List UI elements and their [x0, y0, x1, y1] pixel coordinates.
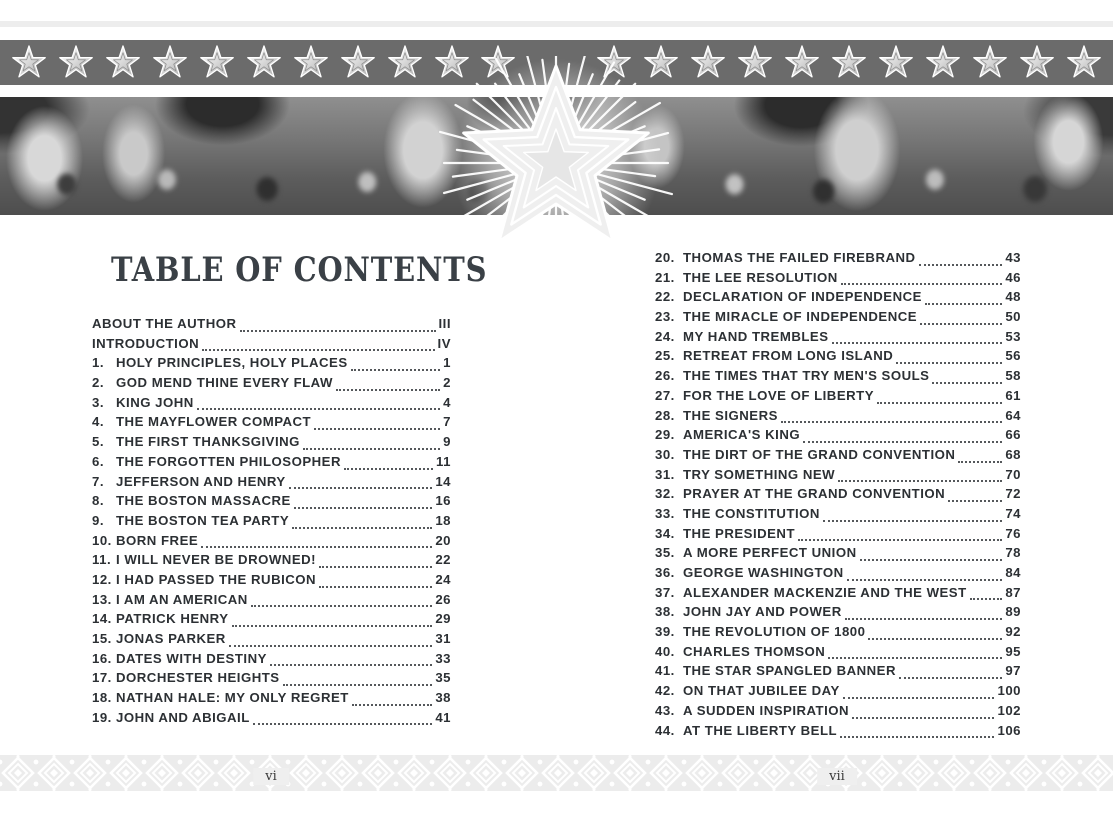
toc-entry-page: 58 [1005, 368, 1021, 384]
toc-entry-page: 68 [1005, 446, 1021, 462]
toc-entry-number: 20. [655, 250, 675, 265]
greek-key-motif [540, 755, 576, 791]
toc-entry-title: THE STAR SPANGLED BANNER [683, 663, 896, 679]
greek-key-motif [720, 755, 756, 791]
toc-entry [655, 270, 1021, 290]
toc-entry-page: 48 [1005, 289, 1021, 305]
toc-entry-number: 7. [92, 473, 104, 489]
toc-entry [92, 592, 451, 612]
toc-entry [92, 474, 451, 494]
toc-entry [655, 447, 1021, 467]
toc-entry-number: 14. [92, 611, 112, 627]
toc-entry-number: 19. [92, 709, 112, 725]
toc-entry [655, 703, 1021, 723]
toc-entry-page: IV [437, 335, 451, 351]
dotted-leader [798, 539, 1002, 541]
star-icon [831, 45, 867, 81]
star-icon [199, 45, 235, 81]
toc-entry [92, 454, 451, 474]
star-icon [293, 45, 329, 81]
sunburst-star-icon [426, 56, 686, 270]
toc-entry-page: 72 [1005, 486, 1021, 502]
greek-key-motif [900, 755, 936, 791]
toc-entry [655, 644, 1021, 664]
toc-entry-number: 11. [92, 552, 112, 568]
toc-entry [92, 572, 451, 592]
toc-entry-title: THE SIGNERS [683, 407, 778, 423]
toc-entry-page: 50 [1005, 309, 1021, 325]
dotted-leader [270, 664, 432, 666]
toc-entry [655, 408, 1021, 428]
dotted-leader [336, 389, 440, 391]
dotted-leader [845, 618, 1003, 620]
toc-entry-title: JOHN JAY AND POWER [683, 604, 842, 620]
toc-entry-page: 46 [1005, 269, 1021, 285]
greek-key-motif [684, 755, 720, 791]
toc-entry [92, 670, 451, 690]
dotted-leader [344, 468, 433, 470]
dotted-leader [319, 566, 432, 568]
toc-entry [655, 467, 1021, 487]
toc-entry-page: 35 [435, 670, 451, 686]
dotted-leader [838, 480, 1002, 482]
greek-key-motif [936, 755, 972, 791]
dotted-leader [948, 500, 1002, 502]
toc-entry-title: THE REVOLUTION OF 1800 [683, 624, 866, 640]
dotted-leader [958, 461, 1002, 463]
star-icon [152, 45, 188, 81]
dotted-leader [351, 369, 441, 371]
dotted-leader [925, 303, 1002, 305]
toc-entry [92, 690, 451, 710]
dotted-leader [860, 559, 1003, 561]
greek-key-motif [1044, 755, 1080, 791]
toc-entry-page: 7 [443, 414, 451, 430]
toc-entry-number: 1. [92, 355, 104, 371]
toc-entry-number: 5. [92, 434, 104, 450]
toc-entry-page: 53 [1005, 328, 1021, 344]
toc-entry-title: GOD MEND THINE EVERY FLAW [116, 375, 333, 391]
dotted-leader [251, 605, 433, 607]
star-icon [972, 45, 1008, 81]
toc-entry [655, 368, 1021, 388]
page-title: TABLE OF CONTENTS [111, 250, 488, 290]
greek-key-motif [288, 755, 324, 791]
toc-entry [92, 355, 451, 375]
dotted-leader [920, 323, 1002, 325]
dotted-leader [303, 448, 440, 450]
toc-entry [655, 624, 1021, 644]
toc-entry-page: 2 [443, 375, 451, 391]
toc-entry-title: JOHN AND ABIGAIL [116, 709, 250, 725]
toc-entry-number: 30. [655, 446, 675, 462]
toc-entry-title: GEORGE WASHINGTON [683, 565, 844, 580]
toc-entry-number: 25. [655, 348, 675, 364]
toc-entry-page: 84 [1005, 565, 1021, 580]
toc-entry-title: TRY SOMETHING NEW [683, 466, 836, 482]
toc-entry-number: 32. [655, 486, 675, 502]
dotted-leader [352, 704, 433, 706]
toc-entry-number: 37. [655, 584, 675, 600]
toc-entry-page: 76 [1005, 525, 1021, 541]
toc-entry-title: THE DIRT OF THE GRAND CONVENTION [683, 446, 956, 462]
star-icon [246, 45, 282, 81]
greek-key-motif [504, 755, 540, 791]
greek-key-motif [756, 755, 792, 791]
dotted-leader [868, 638, 1002, 640]
toc-entry-page: 97 [1005, 663, 1021, 679]
toc-entry [655, 526, 1021, 546]
greek-key-motif [1008, 755, 1044, 791]
toc-entry-number: 3. [92, 394, 104, 410]
toc-entry-title: THE CONSTITUTION [683, 505, 820, 521]
dotted-leader [843, 697, 995, 699]
toc-entry [92, 493, 451, 513]
dotted-leader [823, 520, 1002, 522]
dotted-leader [292, 527, 432, 529]
toc-entry-number: 2. [92, 375, 104, 391]
dotted-leader [841, 283, 1003, 285]
toc-entry-title: MY HAND TREMBLES [683, 328, 829, 344]
toc-entry-page: 92 [1005, 624, 1021, 640]
dotted-leader [314, 428, 440, 430]
toc-entry-title: FOR THE LOVE OF LIBERTY [683, 387, 874, 403]
toc-entry-page: 24 [435, 571, 451, 587]
toc-entry-page: 14 [435, 473, 451, 489]
toc-entry-title: BORN FREE [116, 532, 199, 548]
dotted-leader [828, 657, 1002, 659]
toc-entry [655, 585, 1021, 605]
toc-entry-title: DATES WITH DESTINY [116, 650, 267, 666]
greek-key-motif [468, 755, 504, 791]
toc-entry-page: 102 [997, 702, 1021, 718]
dotted-leader [832, 342, 1003, 344]
greek-key-motif [108, 755, 144, 791]
toc-entry-title: RETREAT FROM LONG ISLAND [683, 348, 894, 364]
toc-entry-page: 1 [443, 355, 451, 371]
toc-entry-number: 43. [655, 702, 675, 718]
greek-key-motif [648, 755, 684, 791]
toc-entry [92, 533, 451, 553]
toc-entry-title: DORCHESTER HEIGHTS [116, 670, 280, 686]
toc-entry [92, 434, 451, 454]
dotted-leader [319, 586, 432, 588]
toc-entry-page: 22 [435, 552, 451, 568]
toc-entry [655, 486, 1021, 506]
toc-entry-title: CHARLES THOMSON [683, 643, 826, 659]
dotted-leader [202, 349, 434, 351]
toc-entry-title: JEFFERSON AND HENRY [116, 473, 286, 489]
greek-key-motif [864, 755, 900, 791]
toc-entry-page: 70 [1005, 466, 1021, 482]
toc-entry [655, 565, 1021, 585]
dotted-leader [896, 362, 1002, 364]
toc-entry-page: 74 [1005, 505, 1021, 521]
toc-entry [655, 723, 1021, 743]
toc-entry-title: THOMAS THE FAILED FIREBRAND [683, 250, 916, 265]
greek-key-motif [576, 755, 612, 791]
toc-entry-title: KING JOHN [116, 394, 194, 410]
toc-entry-number: 38. [655, 604, 675, 620]
toc-entry [655, 506, 1021, 526]
greek-key-motif [72, 755, 108, 791]
toc-column-left [92, 316, 451, 729]
toc-entry-number: 40. [655, 643, 675, 659]
toc-entry-number: 27. [655, 387, 675, 403]
toc-entry-number: 22. [655, 289, 675, 305]
toc-entry-page: 66 [1005, 427, 1021, 443]
toc-entry [655, 250, 1021, 270]
dotted-leader [232, 625, 433, 627]
toc-entry-page: 43 [1005, 250, 1021, 265]
greek-key-motif [144, 755, 180, 791]
toc-entry-title: AMERICA'S KING [683, 427, 801, 443]
star-icon [340, 45, 376, 81]
greek-key-motif [396, 755, 432, 791]
toc-entry-title: I WILL NEVER BE DROWNED! [116, 552, 317, 568]
toc-entry-title: I HAD PASSED THE RUBICON [116, 571, 317, 587]
toc-entry [655, 309, 1021, 329]
toc-entry-title: THE TIMES THAT TRY MEN'S SOULS [683, 368, 930, 384]
dotted-leader [852, 717, 994, 719]
toc-entry-page: 106 [997, 722, 1021, 738]
toc-column-right [655, 250, 1021, 742]
toc-entry-number: 28. [655, 407, 675, 423]
toc-entry-number: 4. [92, 414, 104, 430]
toc-entry-title: THE MIRACLE OF INDEPENDENCE [683, 309, 918, 325]
dotted-leader [899, 677, 1002, 679]
greek-key-motif [1080, 755, 1113, 791]
dotted-leader [970, 598, 1003, 600]
toc-entry-number: 36. [655, 565, 675, 580]
toc-entry-number: 8. [92, 493, 104, 509]
star-icon [105, 45, 141, 81]
toc-entry-number: 17. [92, 670, 112, 686]
dotted-leader [201, 546, 432, 548]
toc-entry-page: 9 [443, 434, 451, 450]
toc-entry-title: THE BOSTON TEA PARTY [116, 512, 290, 528]
toc-entry-title: I AM AN AMERICAN [116, 591, 248, 607]
dotted-leader [289, 487, 433, 489]
star-icon [784, 45, 820, 81]
toc-entry-title: ON THAT JUBILEE DAY [683, 683, 840, 699]
toc-entry [655, 388, 1021, 408]
toc-entry-number: 12. [92, 571, 112, 587]
toc-entry-title: THE FIRST THANKSGIVING [116, 434, 300, 450]
toc-entry [92, 631, 451, 651]
toc-entry-page: 16 [435, 493, 451, 509]
toc-entry-page: 95 [1005, 643, 1021, 659]
toc-entry-title: THE PRESIDENT [683, 525, 796, 541]
toc-entry-page: 100 [997, 683, 1021, 699]
page-top-edge [0, 21, 1113, 27]
greek-key-motif [972, 755, 1008, 791]
toc-entry-page: 31 [435, 631, 451, 646]
toc-entry-title: AT THE LIBERTY BELL [683, 722, 838, 738]
toc-entry-title: PRAYER AT THE GRAND CONVENTION [683, 486, 946, 502]
toc-entry [92, 552, 451, 572]
toc-entry-number: 44. [655, 722, 675, 738]
toc-entry-number: 24. [655, 328, 675, 344]
toc-entry-title: A SUDDEN INSPIRATION [683, 702, 850, 718]
toc-entry-number: 10. [92, 532, 112, 548]
toc-entry-number: 16. [92, 650, 112, 666]
greek-key-motif [0, 755, 36, 791]
dotted-leader [253, 723, 433, 725]
toc-entry-number: 23. [655, 309, 675, 325]
toc-entry [655, 683, 1021, 703]
dotted-leader [840, 736, 994, 738]
star-icon [878, 45, 914, 81]
toc-entry-title: THE BOSTON MASSACRE [116, 493, 291, 509]
star-icon [58, 45, 94, 81]
dotted-leader [781, 421, 1002, 423]
toc-entry-title: A MORE PERFECT UNION [683, 545, 857, 561]
toc-entry-page: 78 [1005, 545, 1021, 561]
toc-entry [92, 316, 451, 336]
dotted-leader [240, 330, 436, 332]
greek-key-motif [216, 755, 252, 791]
toc-entry [92, 651, 451, 671]
greek-key-motif [180, 755, 216, 791]
toc-entry-number: 39. [655, 624, 675, 640]
greek-key-motif [432, 755, 468, 791]
toc-entry-page: 56 [1005, 348, 1021, 364]
toc-entry-number: 42. [655, 683, 675, 699]
toc-entry-title: THE LEE RESOLUTION [683, 269, 838, 285]
greek-key-motif [360, 755, 396, 791]
dotted-leader [803, 441, 1002, 443]
toc-entry [92, 395, 451, 415]
star-icon [11, 45, 47, 81]
toc-entry-number: 6. [92, 453, 104, 469]
greek-key-motif [324, 755, 360, 791]
toc-entry-number: 9. [92, 512, 104, 528]
toc-entry-number: 26. [655, 368, 675, 384]
dotted-leader [932, 382, 1002, 384]
toc-entry-number: 13. [92, 591, 112, 607]
toc-entry-title: DECLARATION OF INDEPENDENCE [683, 289, 922, 305]
toc-entry-page: 38 [435, 690, 451, 706]
dotted-leader [229, 645, 433, 647]
dotted-leader [294, 507, 432, 509]
toc-entry-title: THE FORGOTTEN PHILOSOPHER [116, 453, 341, 469]
toc-entry [92, 375, 451, 395]
toc-entry-title: PATRICK HENRY [116, 611, 229, 627]
toc-entry-page: 29 [435, 611, 451, 627]
dotted-leader [283, 684, 433, 686]
toc-entry-number: 35. [655, 545, 675, 561]
toc-entry-page: 64 [1005, 407, 1021, 423]
toc-entry-title: JONAS PARKER [116, 631, 226, 646]
toc-entry-page: 20 [435, 532, 451, 548]
dotted-leader [877, 402, 1002, 404]
greek-key-motif [36, 755, 72, 791]
star-icon [925, 45, 961, 81]
toc-entry-title: ALEXANDER MACKENZIE AND THE WEST [683, 584, 967, 600]
toc-entry-page: 41 [435, 709, 451, 725]
toc-entry [92, 513, 451, 533]
toc-entry [655, 329, 1021, 349]
star-icon [737, 45, 773, 81]
toc-entry-title: INTRODUCTION [92, 335, 200, 351]
toc-entry-number: 15. [92, 631, 112, 646]
toc-entry-number: 18. [92, 690, 112, 706]
greek-key-footer-border [0, 755, 1113, 791]
star-icon [1019, 45, 1055, 81]
dotted-leader [197, 408, 440, 410]
toc-entry-title: NATHAN HALE: MY ONLY REGRET [116, 690, 349, 706]
toc-entry-page: 33 [435, 650, 451, 666]
dotted-leader [919, 264, 1003, 266]
folio-left: vi [253, 768, 289, 785]
toc-entry [655, 545, 1021, 565]
toc-entry-number: 31. [655, 466, 675, 482]
star-icon [1066, 45, 1102, 81]
toc-entry [92, 611, 451, 631]
toc-entry-number: 34. [655, 525, 675, 541]
toc-entry-number: 33. [655, 505, 675, 521]
toc-entry [655, 427, 1021, 447]
toc-entry-title: HOLY PRINCIPLES, HOLY PLACES [116, 355, 348, 371]
greek-key-motif [612, 755, 648, 791]
toc-entry [92, 336, 451, 356]
toc-entry-page: III [438, 316, 451, 331]
toc-entry [92, 414, 451, 434]
toc-entry-title: ABOUT THE AUTHOR [92, 316, 237, 331]
toc-entry-number: 41. [655, 663, 675, 679]
toc-entry-number: 21. [655, 269, 675, 285]
star-icon [690, 45, 726, 81]
toc-entry-page: 89 [1005, 604, 1021, 620]
toc-entry [655, 289, 1021, 309]
toc-entry [92, 710, 451, 730]
star-icon [387, 45, 423, 81]
toc-entry-page: 26 [435, 591, 451, 607]
toc-entry-page: 87 [1005, 584, 1021, 600]
toc-entry-number: 29. [655, 427, 675, 443]
dotted-leader [847, 579, 1003, 581]
toc-entry [655, 663, 1021, 683]
toc-entry [655, 604, 1021, 624]
toc-entry-page: 61 [1005, 387, 1021, 403]
toc-entry-page: 11 [436, 453, 451, 469]
toc-entry-page: 4 [443, 394, 451, 410]
toc-entry-title: THE MAYFLOWER COMPACT [116, 414, 312, 430]
folio-right: vii [817, 768, 857, 785]
toc-entry [655, 348, 1021, 368]
toc-entry-page: 18 [435, 512, 451, 528]
